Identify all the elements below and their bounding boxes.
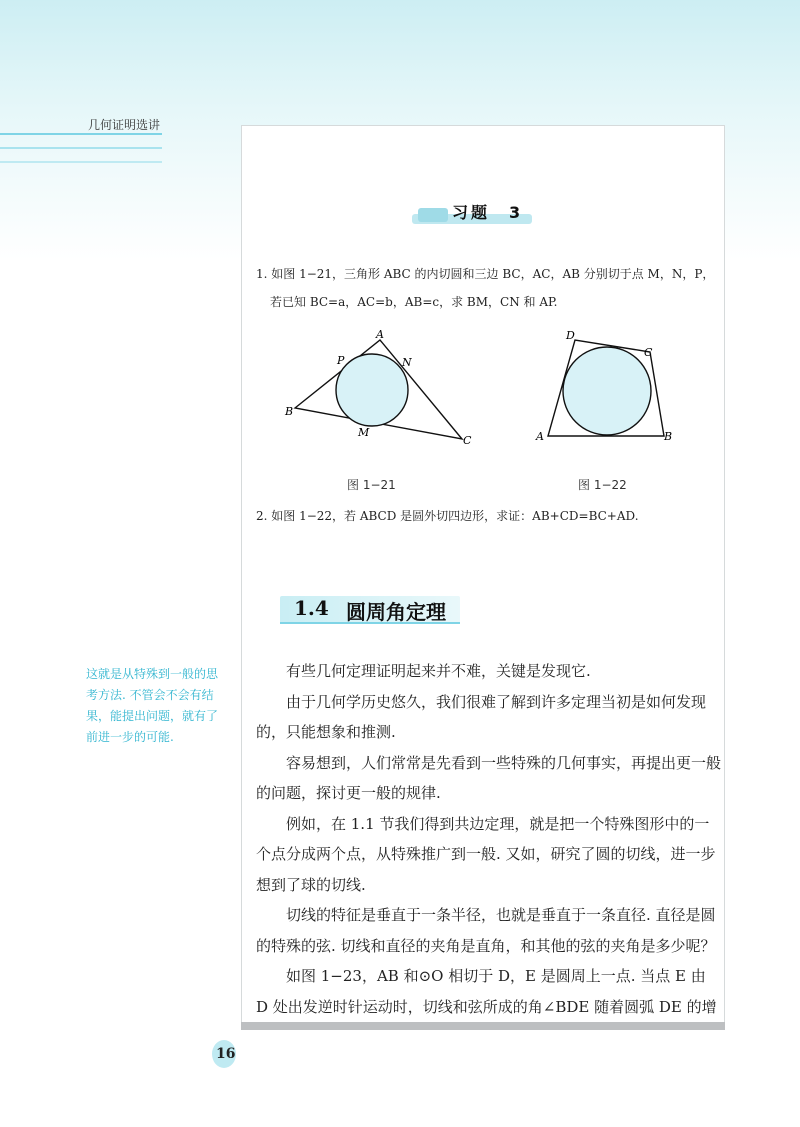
exercise-heading-text: 习题 3 xyxy=(452,203,524,222)
figure-1-22 xyxy=(530,326,690,450)
problem-1-line-1: 1. 如图 1−21，三角形 ABC 的内切圆和三边 BC，AC，AB 分别切于点 M，N，P， xyxy=(256,267,715,281)
incircle xyxy=(336,354,408,426)
paragraph: 如图 1−23，AB 和⊙O 相切于 D，E 是圆周上一点. 当点 E 由 D 处出发逆时针运动时，切线和弦所成的角∠BDE 随着圆弧 DE 的增 xyxy=(256,967,717,1016)
label-a: A xyxy=(536,430,544,443)
paragraph: 切线的特征是垂直于一条半径，也就是垂直于一条直径. 直径是圆的特殊的弦. 切线和直径的夹角是直角，和其他的弦的夹角是多少呢？ xyxy=(256,906,716,955)
label-n: N xyxy=(402,356,412,369)
page-number-text: 16 xyxy=(216,1046,236,1062)
section-title: 圆周角定理 xyxy=(346,600,446,624)
page-number xyxy=(212,1040,242,1070)
panel-bottom-bar xyxy=(241,1022,725,1030)
figure-1-21 xyxy=(280,322,480,452)
label-m: M xyxy=(358,426,370,439)
side-note: 这就是从特殊到一般的思考方法. 不管会不会有结果，能提出问题，就有了前进一步的可能. xyxy=(86,667,219,744)
figure-1-22-caption: 图 1−22 xyxy=(578,478,627,492)
label-c: C xyxy=(644,346,653,359)
label-p: P xyxy=(337,354,345,367)
label-d: D xyxy=(566,329,575,342)
section-heading xyxy=(280,594,460,626)
paragraph: 有些几何定理证明起来并不难，关键是发现它. xyxy=(286,662,591,680)
header-decoration xyxy=(0,133,162,175)
problem-1-line-2: 若已知 BC=a，AC=b，AB=c，求 BM，CN 和 AP. xyxy=(270,295,558,309)
body-text xyxy=(256,656,722,1022)
label-c: C xyxy=(463,434,472,447)
inscribed-circle xyxy=(563,347,651,435)
running-header: 几何证明选讲 xyxy=(88,118,161,132)
exercise-heading xyxy=(412,200,532,224)
label-b: B xyxy=(664,430,673,443)
paragraph: 例如，在 1.1 节我们得到共边定理，就是把一个特殊图形中的一个点分成两个点，从特殊推广到一般. 又如，研究了圆的切线，进一步想到了球的切线. xyxy=(256,814,716,894)
figure-1-21-caption: 图 1−21 xyxy=(347,478,396,492)
label-b: B xyxy=(285,405,294,418)
label-a: A xyxy=(376,328,384,341)
problem-2: 2. 如图 1−22，若 ABCD 是圆外切四边形，求证：AB+CD=BC+AD. xyxy=(256,509,639,523)
section-number: 1.4 xyxy=(294,596,329,620)
paragraph: 由于几何学历史悠久，我们很难了解到许多定理当初是如何发现的，只能想象和推测. xyxy=(256,692,707,741)
paragraph: 容易想到，人们常常是先看到一些特殊的几何事实，再提出更一般的问题，探讨更一般的规律. xyxy=(256,753,722,802)
